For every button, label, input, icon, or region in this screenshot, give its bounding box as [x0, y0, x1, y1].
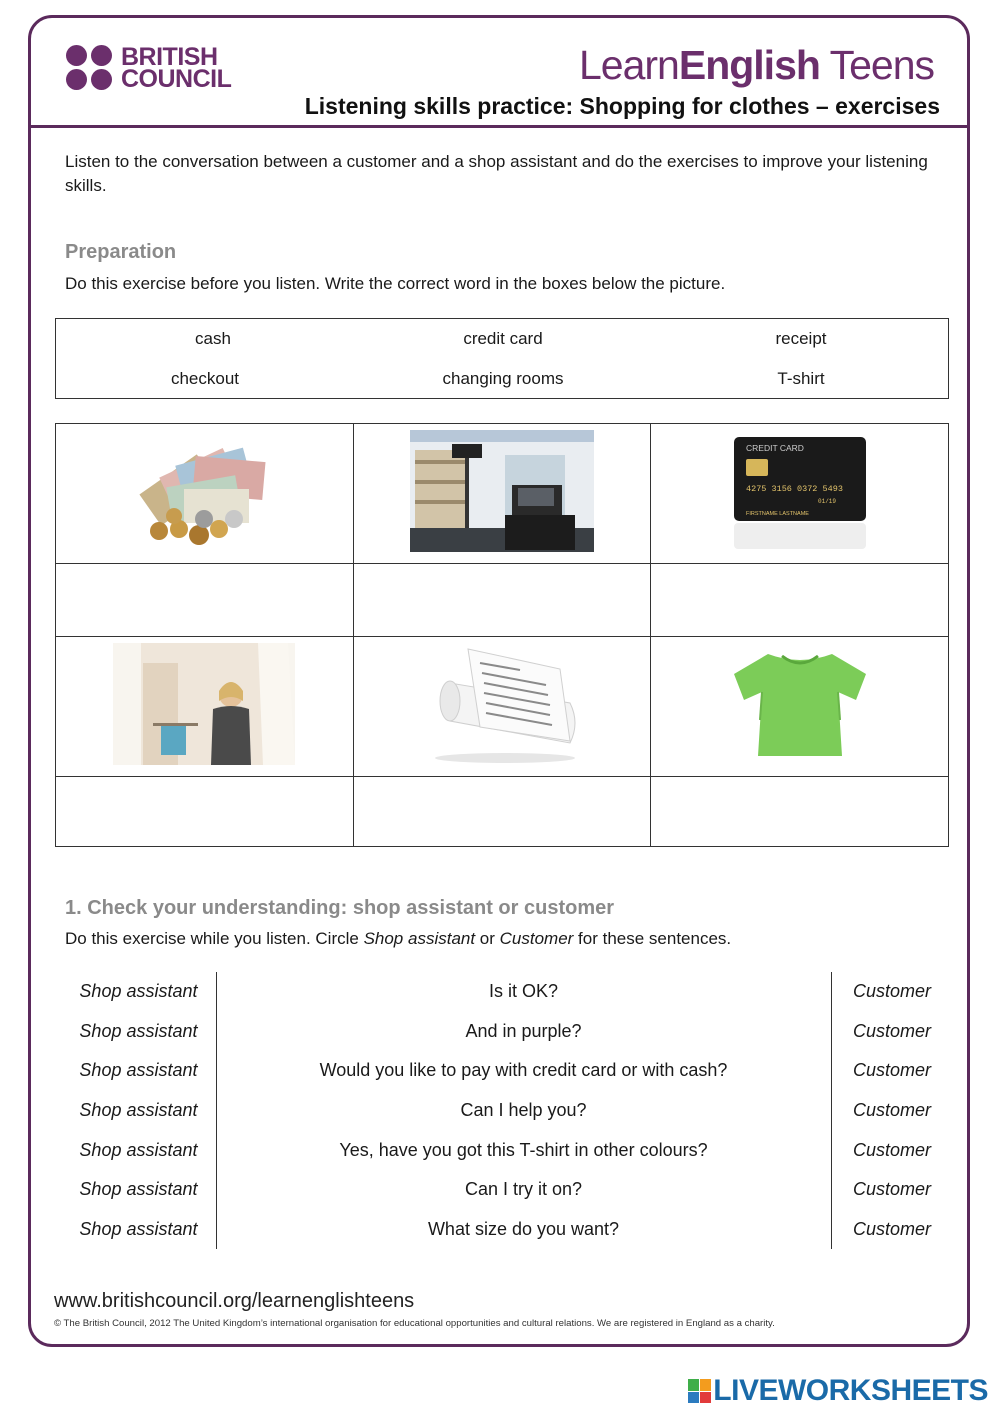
word-checkout: checkout: [170, 369, 240, 388]
bc-logo-line2: COUNCIL: [121, 64, 232, 93]
page-title: Listening skills practice: Shopping for clothes – exercises: [304, 93, 940, 119]
instruction-text: or: [475, 929, 500, 948]
card-expiry: 01/19: [817, 498, 836, 505]
exercise-row: [55, 1091, 949, 1131]
card-number: 4275 3156 0372 5493: [745, 484, 843, 494]
intro-text: Listen to the conversation between a customer and a shop assistant and do the exercises to improve your listening skills.: [65, 152, 928, 195]
picture-cell: [353, 424, 651, 564]
exercise-row: [55, 1170, 949, 1210]
option-shop-assistant[interactable]: Shop assistant: [55, 1170, 216, 1210]
credit-card-image: [730, 431, 870, 551]
tshirt-image: [730, 648, 870, 760]
bc-logo-line1: BRITISH: [121, 42, 218, 71]
sentence: Can I try it on?: [464, 1179, 583, 1200]
instruction-text: Do this exercise while you listen. Circle: [65, 929, 364, 948]
option-customer[interactable]: Customer: [831, 1012, 949, 1052]
sentence: Can I help you?: [460, 1100, 587, 1121]
word-cash: cash: [195, 329, 231, 348]
exercise1-instruction: [65, 929, 731, 949]
answer-box[interactable]: [651, 777, 949, 847]
instruction-option-shop-assistant: Shop assistant: [363, 929, 476, 948]
sentence: Is it OK?: [488, 981, 559, 1002]
option-customer[interactable]: Customer: [831, 972, 949, 1012]
option-shop-assistant[interactable]: Shop assistant: [55, 1130, 216, 1170]
footer-copyright: © The British Council, 2012 The United Kingdom’s international organisation for educational opportunities and cultural relations. We are registered in England as a charity.: [54, 1318, 775, 1329]
option-customer[interactable]: Customer: [831, 1130, 949, 1170]
word-changing-rooms: changing rooms: [442, 369, 564, 388]
option-customer[interactable]: Customer: [831, 1210, 949, 1250]
picture-table: [55, 423, 949, 847]
learnenglish-teens-logo: [579, 42, 934, 89]
logo-learn: Learn: [578, 42, 679, 88]
logo-teens: Teens: [819, 42, 934, 88]
sentence: What size do you want?: [427, 1218, 620, 1239]
instruction-text: for these sentences.: [573, 929, 732, 948]
header-divider: [31, 125, 967, 128]
option-shop-assistant[interactable]: Shop assistant: [55, 972, 216, 1012]
word-receipt: receipt: [775, 329, 827, 348]
instruction-option-customer: Customer: [499, 929, 574, 948]
sentence: Would you like to pay with credit card or with cash?: [319, 1060, 728, 1081]
card-holder: FIRSTNAME LASTNAME: [745, 511, 809, 517]
british-council-dots-icon: [66, 45, 113, 90]
liveworksheets-icon: [688, 1379, 710, 1403]
option-shop-assistant[interactable]: Shop assistant: [55, 1091, 216, 1131]
card-label: CREDIT CARD: [745, 443, 804, 453]
word-box: [55, 318, 949, 399]
exercise-row: [55, 972, 949, 1012]
picture-cell: [56, 424, 354, 564]
answer-box[interactable]: [56, 777, 354, 847]
option-customer[interactable]: Customer: [831, 1170, 949, 1210]
answer-box[interactable]: [651, 564, 949, 637]
exercise-row: [55, 1210, 949, 1250]
answer-box[interactable]: [353, 564, 651, 637]
exercise1-table: [55, 972, 949, 1249]
exercise-row: [55, 1012, 949, 1052]
footer-url[interactable]: www.britishcouncil.org/learnenglishteens: [54, 1290, 415, 1312]
british-council-logo: [66, 42, 232, 93]
answer-box[interactable]: [353, 777, 651, 847]
liveworksheets-text: LIVEWORKSHEETS: [713, 1374, 988, 1407]
liveworksheets-logo: [688, 1374, 988, 1408]
exercise1-title: 1. Check your understanding: shop assistant or customer: [65, 897, 615, 919]
checkout-image: [410, 430, 594, 552]
picture-cell: [651, 637, 949, 777]
option-shop-assistant[interactable]: Shop assistant: [55, 1012, 216, 1052]
answer-box[interactable]: [56, 564, 354, 637]
picture-cell: [353, 637, 651, 777]
option-customer[interactable]: Customer: [831, 1091, 949, 1131]
exercise-row: [55, 1051, 949, 1091]
changing-room-image: [113, 643, 295, 765]
option-shop-assistant[interactable]: Shop assistant: [55, 1210, 216, 1250]
preparation-instruction: Do this exercise before you listen. Write the correct word in the boxes below the picture.: [65, 274, 726, 293]
sentence: Yes, have you got this T-shirt in other colours?: [339, 1139, 708, 1160]
picture-cell: [56, 637, 354, 777]
preparation-title: Preparation: [65, 241, 177, 263]
logo-english: English: [678, 42, 820, 88]
word-tshirt: T-shirt: [777, 369, 825, 388]
money-image: [124, 431, 284, 551]
sentence: And in purple?: [465, 1020, 582, 1041]
exercise-row: [55, 1130, 949, 1170]
option-customer[interactable]: Customer: [831, 1051, 949, 1091]
picture-cell: [651, 424, 949, 564]
option-shop-assistant[interactable]: Shop assistant: [55, 1051, 216, 1091]
word-credit-card: credit card: [463, 329, 543, 348]
receipt-image: [420, 643, 584, 765]
